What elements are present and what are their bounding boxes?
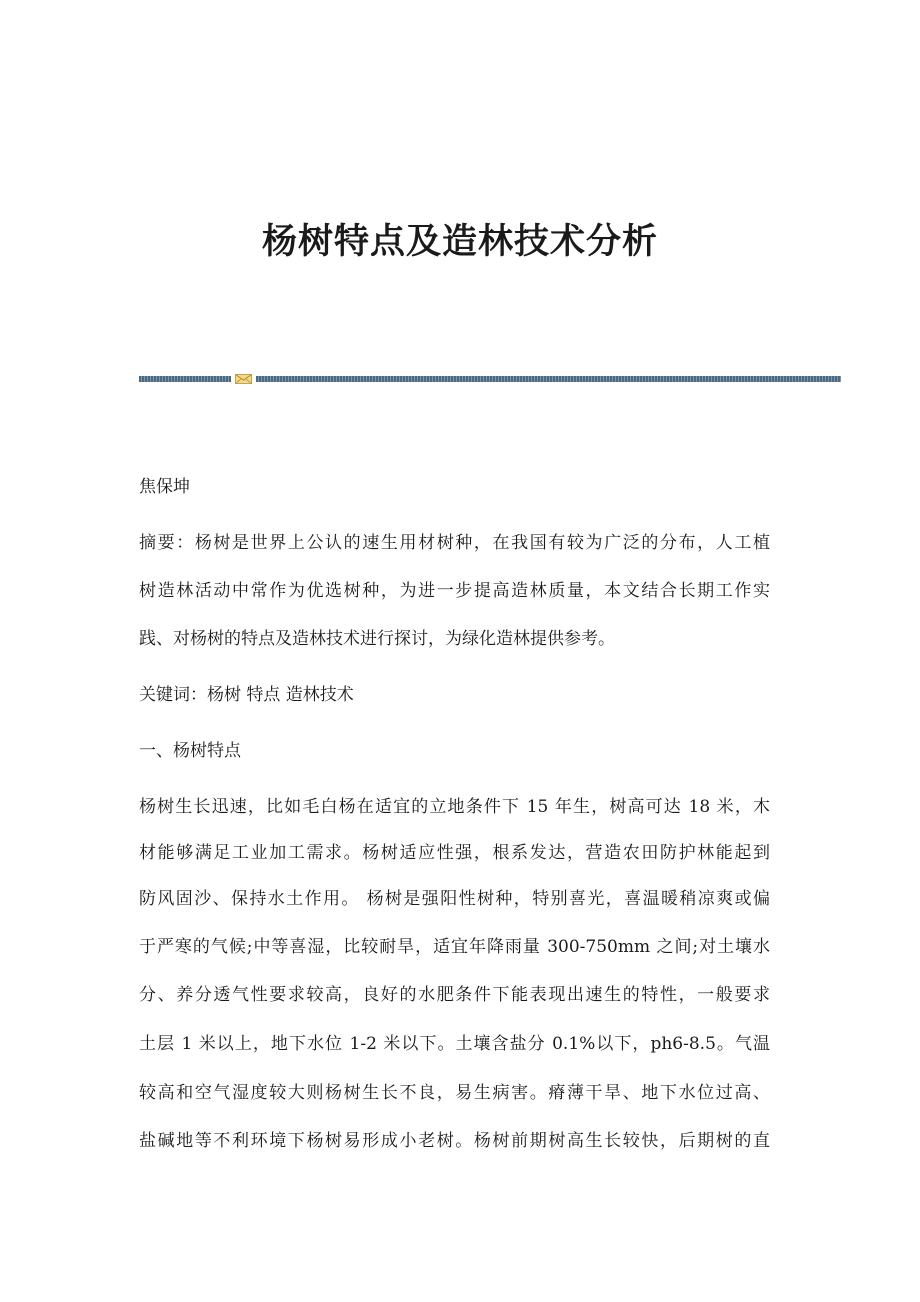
body-line: 材能够满足工业加工需求。杨树适应性强，根系发达，营造农田防护林能起到	[139, 843, 770, 863]
body-line: 于严寒的气候;中等喜湿，比较耐旱，适宜年降雨量 300-750mm 之间;对土壤水	[139, 937, 770, 957]
body-line: 盐碱地等不利环境下杨树易形成小老树。杨树前期树高生长较快，后期树的直	[139, 1131, 770, 1151]
document-title: 杨树特点及造林技术分析	[261, 221, 658, 262]
body-line: 较高和空气湿度较大则杨树生长不良，易生病害。瘠薄干旱、地下水位过高、	[139, 1083, 770, 1103]
divider-bar-left	[139, 376, 231, 382]
abstract-line: 践、对杨树的特点及造林技术进行探讨，为绿化造林提供参考。	[139, 629, 615, 649]
author-name: 焦保坤	[139, 477, 190, 497]
title-divider	[139, 374, 841, 384]
body-line: 防风固沙、保持水土作用。 杨树是强阳性树种，特别喜光，喜温暖稍凉爽或偏	[139, 889, 770, 909]
abstract-line: 摘要：杨树是世界上公认的速生用材树种，在我国有较为广泛的分布，人工植	[139, 533, 770, 553]
body-line: 分、养分透气性要求较高，良好的水肥条件下能表现出速生的特性，一般要求	[139, 985, 770, 1005]
body-line: 杨树生长迅速，比如毛白杨在适宜的立地条件下 15 年生，树高可达 18 米，木	[139, 797, 770, 817]
keywords: 关键词：杨树 特点 造林技术	[139, 685, 354, 705]
abstract-line: 树造林活动中常作为优选树种，为进一步提高造林质量，本文结合长期工作实	[139, 581, 770, 601]
section-heading: 一、杨树特点	[139, 741, 241, 761]
envelope-icon	[235, 374, 252, 384]
body-line: 土层 1 米以上，地下水位 1-2 米以下。土壤含盐分 0.1%以下，ph6-8.5。气温	[139, 1034, 770, 1054]
divider-bar-right	[256, 376, 841, 382]
